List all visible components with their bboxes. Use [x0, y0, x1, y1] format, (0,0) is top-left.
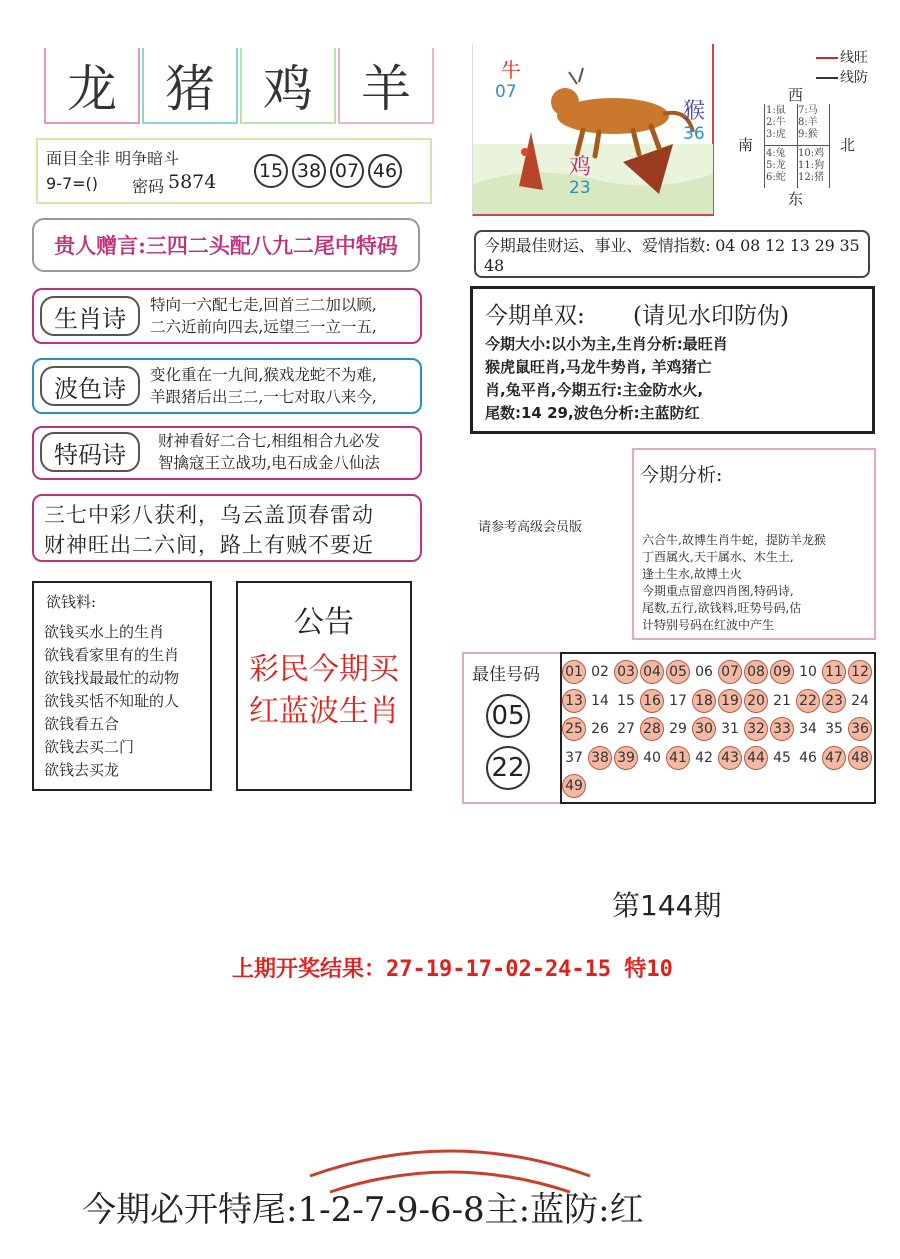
lottery-number: 35 [825, 721, 843, 737]
lottery-number: 13 [562, 689, 586, 713]
lottery-number: 33 [770, 717, 794, 741]
lottery-number: 15 [617, 692, 635, 709]
notice-box [236, 581, 412, 791]
riddle-number: 38 [292, 154, 326, 188]
lottery-number: 09 [770, 660, 794, 684]
lottery-number: 02 [591, 664, 609, 680]
poem-title-text: 波色诗 [54, 374, 126, 403]
password-value: 5874 [168, 171, 217, 193]
lottery-number: 44 [744, 746, 768, 770]
money-item: 欲钱看家里有的生肖 [44, 646, 180, 664]
lottery-number: 30 [692, 717, 716, 741]
money-item: 欲钱去买龙 [44, 761, 120, 779]
gift-words-box [32, 218, 420, 272]
compass-chart [736, 84, 860, 210]
single-double-line: 猴虎鼠旺肖,马龙牛势肖, 羊鸡猪亡 [485, 358, 712, 376]
compass-top-right [798, 105, 818, 141]
compass-cell: 12:猪 [798, 172, 825, 183]
single-double-subtitle: (请见水印防伪) [633, 303, 789, 329]
compass-cell: 9:猴 [798, 129, 818, 140]
money-riddle-box [32, 581, 212, 791]
compass-cell: 2:牛 [766, 117, 786, 128]
compass-top-left [766, 105, 786, 141]
compass-cell: 5:龙 [766, 160, 786, 171]
lottery-number: 08 [744, 660, 768, 684]
lottery-number: 07 [718, 660, 742, 684]
poem-text-wave [150, 364, 377, 408]
analysis-body [642, 532, 826, 634]
zodiac-picture [472, 44, 714, 216]
money-title: 欲钱料: [46, 593, 97, 611]
lottery-number: 40 [643, 749, 661, 766]
lottery-number: 17 [669, 692, 687, 709]
money-item: 欲钱买恬不知耻的人 [44, 692, 180, 710]
poem-line: 二六近前向四去,远望三一立一五, [150, 318, 377, 336]
analysis-line: 尾数,五行,欲钱料,旺势号码,估 [642, 601, 802, 615]
zodiac-box-4 [338, 48, 434, 124]
lottery-number: 20 [744, 689, 768, 713]
analysis-line: 六合牛,故博生肖牛蛇，提防羊龙猴 [642, 533, 826, 547]
verse-line: 三七中彩八获利，乌云盖顶春雷动 [44, 503, 374, 527]
zodiac-box-3 [240, 48, 336, 124]
legend-item-wang [816, 48, 868, 68]
zodiac-char: 鸡 [263, 60, 313, 118]
lottery-number: 37 [565, 749, 583, 766]
riddle-box [36, 138, 432, 204]
lottery-number: 28 [640, 717, 664, 741]
rooster-label: 鸡 [569, 155, 592, 180]
single-double-body [485, 333, 728, 425]
lottery-number: 12 [848, 660, 872, 684]
poem-title-text: 生肖诗 [54, 304, 126, 333]
monkey-number: 36 [683, 124, 705, 144]
poem-title-zodiac [40, 296, 140, 336]
compass-bottom-left [766, 148, 786, 184]
verse-line: 财神旺出二六间，路上有贼不要近 [44, 533, 374, 557]
lottery-number: 39 [614, 746, 638, 770]
lottery-number: 03 [614, 660, 638, 684]
poem-title-wave [40, 366, 140, 406]
zodiac-box-1 [44, 48, 140, 124]
lottery-number: 23 [822, 689, 846, 713]
analysis-line: 丁酉属火,天干属水、木生土, [642, 550, 794, 564]
ox-number: 07 [495, 82, 517, 102]
riddle-number: 07 [330, 154, 364, 188]
compass-cell: 10:鸡 [798, 148, 825, 159]
lottery-number: 22 [796, 689, 820, 713]
money-item: 欲钱看五合 [44, 715, 120, 733]
best-numbers-title: 最佳号码 [472, 665, 540, 685]
best-pick-1: 05 [486, 694, 530, 738]
riddle-line1: 面目全非 明争暗斗 [46, 149, 180, 168]
zodiac-box-2 [142, 48, 238, 124]
lottery-number: 18 [692, 689, 716, 713]
poem-line: 智擒寇王立战功,电石成金八仙法 [158, 454, 380, 472]
lottery-number: 31 [721, 721, 739, 737]
single-double-line: 今期大小:以小为主,生肖分析:最旺肖 [485, 335, 728, 353]
notice-body [238, 649, 410, 733]
money-item: 欲钱买水上的生肖 [44, 623, 165, 641]
notice-line: 红蓝波生肖 [249, 694, 399, 729]
lottery-number: 05 [666, 660, 690, 684]
money-list [44, 621, 179, 782]
member-note: 请参考高级会员版 [478, 520, 583, 535]
red-line-swatch [816, 57, 838, 59]
poem-title-text: 特码诗 [54, 440, 126, 469]
zodiac-char: 猪 [165, 60, 215, 118]
zodiac-char: 羊 [361, 60, 411, 118]
notice-title: 公告 [294, 605, 354, 640]
poem-text-special [158, 430, 380, 474]
compass-cell: 7:马 [798, 105, 818, 116]
compass-south: 南 [738, 136, 754, 154]
lottery-number: 42 [695, 749, 713, 766]
compass-cell: 3:虎 [766, 129, 786, 140]
lottery-number: 38 [588, 746, 612, 770]
lottery-number: 19 [718, 689, 742, 713]
zodiac-char: 龙 [67, 60, 117, 118]
best-pick-2: 22 [486, 746, 530, 790]
analysis-line: 逢土生水,故博土火 [642, 567, 742, 581]
lottery-number: 01 [562, 660, 586, 684]
lottery-number: 06 [695, 664, 713, 680]
lottery-number: 16 [640, 689, 664, 713]
last-result: 上期开奖结果：27-19-17-02-24-15 特10 [232, 957, 673, 982]
compass-east: 东 [788, 190, 804, 208]
money-item: 欲钱找最最忙的动物 [44, 669, 180, 687]
compass-cell: 11:狗 [798, 160, 825, 171]
ox-label: 牛 [501, 58, 521, 82]
best-numbers-panel [462, 652, 562, 804]
poem-title-special [40, 432, 140, 472]
lottery-number: 26 [591, 721, 609, 737]
line-legend [816, 48, 868, 88]
lottery-number: 10 [799, 664, 817, 680]
poem-text-zodiac [150, 294, 377, 338]
password-label: 密码 [132, 177, 165, 196]
lottery-number: 32 [744, 717, 768, 741]
verse-box [32, 494, 422, 562]
single-double-line: 肖,兔平肖,今期五行:主金防水火, [485, 381, 704, 399]
compass-cell: 6:蛇 [766, 172, 786, 183]
lottery-number: 48 [848, 746, 872, 770]
compass-cell: 1:鼠 [766, 105, 786, 116]
poem-line: 羊跟猪后出三二,一七对取八来今, [150, 388, 377, 406]
compass-north: 北 [840, 136, 856, 154]
compass-cell: 4:兔 [766, 148, 786, 159]
lottery-number: 41 [666, 746, 690, 770]
lottery-number: 29 [669, 721, 687, 737]
lottery-number: 25 [562, 717, 586, 741]
lottery-number: 43 [718, 746, 742, 770]
single-double-title: 今期单双: [485, 303, 585, 329]
black-line-swatch [816, 77, 838, 79]
poem-line: 变化重在一九间,猴戏龙蛇不为难, [150, 366, 377, 384]
lottery-number: 27 [617, 721, 635, 737]
lottery-number: 46 [799, 749, 817, 766]
money-item: 欲钱去买二门 [44, 738, 135, 756]
verse-text [44, 500, 374, 560]
rooster-number: 23 [569, 178, 591, 198]
lottery-number: 24 [851, 692, 869, 709]
single-double-line: 尾数:14 29,波色分析:主蓝防红 [485, 404, 700, 422]
compass-bottom-right [798, 148, 824, 184]
monkey-label: 猴 [683, 99, 706, 124]
gift-words: 贵人赠言:三四二头配八九二尾中特码 [54, 233, 398, 258]
legend-text: 线旺 [840, 50, 868, 66]
lottery-number: 11 [822, 660, 846, 684]
notice-line: 彩民今期买 [249, 652, 399, 687]
riddle-number: 46 [368, 154, 402, 188]
lottery-number: 04 [640, 660, 664, 684]
compass-west: 西 [788, 86, 804, 104]
analysis-title: 今期分析: [640, 464, 723, 486]
lottery-number: 34 [799, 721, 817, 737]
legend-text: 线防 [840, 70, 868, 86]
analysis-line: 今期重点留意四肖图,特码诗, [642, 584, 794, 598]
lottery-number: 21 [773, 692, 791, 709]
riddle-number: 15 [254, 154, 288, 188]
analysis-line: 计特别号码在红波中产生 [642, 618, 775, 632]
compass-divider-h [765, 145, 829, 146]
compass-cell: 8:羊 [798, 117, 818, 128]
riddle-equation: 9-7=() [46, 174, 99, 193]
poem-line: 特向一六配七走,回首三二加以顾, [150, 296, 377, 314]
single-double-box [470, 286, 875, 434]
riddle-numbers [254, 154, 406, 188]
lottery-number: 45 [773, 749, 791, 766]
lottery-number: 49 [562, 774, 586, 798]
lottery-number: 36 [848, 717, 872, 741]
issue-number: 第144期 [612, 889, 722, 922]
lottery-number: 47 [822, 746, 846, 770]
lottery-number: 14 [591, 692, 609, 709]
special-tail: 今期必开特尾:1-2-7-9-6-8主:蓝防:红 [82, 1190, 644, 1230]
poem-line: 财神看好二合七,相组相合九必发 [158, 432, 380, 450]
fortune-index: 今期最佳财运、事业、爱情指数: 04 08 12 13 29 35 48 [484, 236, 860, 275]
fortune-index-box [474, 230, 870, 278]
analysis-box [632, 448, 876, 640]
